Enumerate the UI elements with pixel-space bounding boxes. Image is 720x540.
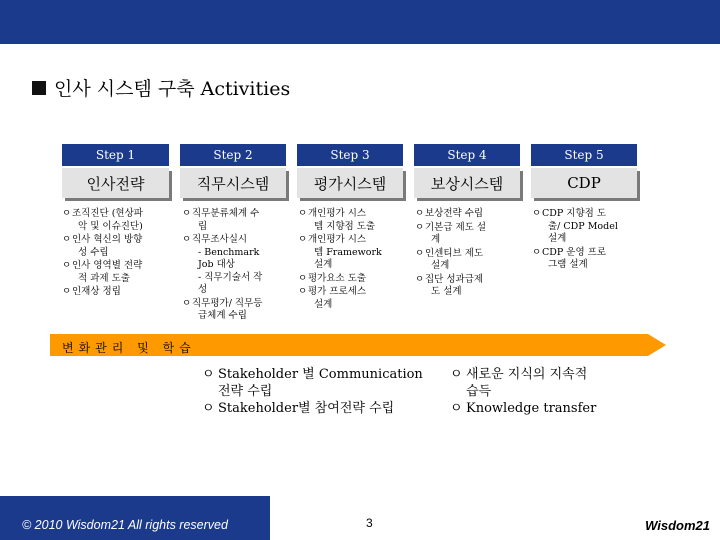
step-5-items <box>532 208 644 273</box>
circle-bullet-icon: ㅇ <box>450 401 463 416</box>
step-2-items <box>182 208 290 324</box>
step-item <box>415 208 523 221</box>
item-line: 인센티브 제도 <box>425 247 484 259</box>
step-1-box: 인사전략 <box>62 168 169 198</box>
item-line: CDP 지향점 도 <box>542 208 607 219</box>
square-bullet-icon <box>32 81 46 95</box>
step-item <box>182 234 290 297</box>
change-right-item <box>450 400 650 417</box>
item-line: 인사 영역별 전략 <box>72 260 143 271</box>
item-line: 집단 성과급제 <box>425 273 484 285</box>
step-item <box>182 298 290 323</box>
item-line: 인재상 정립 <box>72 286 121 297</box>
step-3-box: 평가시스템 <box>297 168 403 198</box>
circle-bullet-icon: ㅇ <box>62 260 72 271</box>
circle-bullet-icon: ㅇ <box>182 208 192 219</box>
item-line: 적 과제 도출 <box>78 272 130 284</box>
change-right-list <box>450 366 650 417</box>
step-item <box>298 273 406 286</box>
item-line: 설계 <box>314 298 333 310</box>
step-item <box>298 208 406 233</box>
item-line: 직무분류체계 수 <box>192 208 260 219</box>
page-title <box>32 74 290 101</box>
step-item <box>62 234 170 259</box>
item-line: CDP 운영 프로 <box>542 246 607 258</box>
step-2-header: Step 2 <box>180 144 286 166</box>
item-line: 조직진단 (현상파 <box>72 208 143 219</box>
item-line: 설계 <box>314 259 333 270</box>
item-line: 템 Framework <box>314 246 382 258</box>
change-left-item <box>202 400 452 417</box>
item-line: 립 <box>198 220 208 232</box>
circle-bullet-icon: ㅇ <box>298 272 308 284</box>
step-item <box>532 247 644 272</box>
circle-bullet-icon: ㅇ <box>62 286 72 297</box>
item-line: 보상전략 수립 <box>425 208 484 219</box>
step-4-items <box>415 208 523 300</box>
item-line: 전략 수립 <box>218 384 273 399</box>
step-1-header: Step 1 <box>62 144 169 166</box>
item-line: 설계 <box>548 233 567 244</box>
change-right-item <box>450 366 650 400</box>
item-line: 계 <box>431 234 441 245</box>
circle-bullet-icon: ㅇ <box>182 234 192 245</box>
step-item <box>62 260 170 285</box>
change-left-item <box>202 366 452 400</box>
step-4-box: 보상시스템 <box>414 168 520 198</box>
page-number: 3 <box>366 516 373 530</box>
circle-bullet-icon: ㅇ <box>415 221 425 233</box>
circle-bullet-icon: ㅇ <box>298 208 308 219</box>
circle-bullet-icon: ㅇ <box>532 246 542 258</box>
item-line: 출/ CDP Model <box>548 220 618 232</box>
step-item <box>298 234 406 272</box>
item-line: 개인평가 시스 <box>308 208 367 219</box>
copyright-text: © 2010 Wisdom21 All rights reserved <box>22 518 228 532</box>
change-management-label: 변화관리 및 학습 <box>62 341 196 355</box>
step-3-header: Step 3 <box>297 144 403 166</box>
item-line: Stakeholder 별 Communication <box>218 367 423 382</box>
step-5-box: CDP <box>531 168 637 198</box>
item-line: 평가요소 도출 <box>308 272 367 284</box>
circle-bullet-icon: ㅇ <box>62 208 72 219</box>
step-5-header: Step 5 <box>531 144 637 166</box>
item-line: 새로운 지식의 지속적 <box>466 367 588 382</box>
item-line: 기본급 제도 설 <box>425 221 487 233</box>
circle-bullet-icon: ㅇ <box>450 367 463 382</box>
step-item <box>298 286 406 311</box>
item-line: 성 수립 <box>78 246 109 258</box>
footer <box>0 496 720 540</box>
circle-bullet-icon: ㅇ <box>415 273 425 285</box>
item-line: Job 대상 <box>198 259 235 270</box>
step-3-items <box>298 208 406 312</box>
circle-bullet-icon: ㅇ <box>182 297 192 309</box>
item-line: 급체계 수립 <box>198 310 247 321</box>
item-line: Stakeholder별 참여전략 수립 <box>218 401 395 416</box>
circle-bullet-icon: ㅇ <box>532 208 542 219</box>
item-line: 그램 설계 <box>548 259 588 270</box>
step-item <box>62 286 170 299</box>
circle-bullet-icon: ㅇ <box>202 367 215 382</box>
step-1-items <box>62 208 170 300</box>
item-line: 직무조사실시 <box>192 234 248 245</box>
step-item <box>532 208 644 246</box>
item-line: 성 <box>198 284 208 295</box>
item-line: Knowledge transfer <box>466 401 597 416</box>
item-line: 템 지향점 도출 <box>314 220 376 232</box>
page-title-text: 인사 시스템 구축 Activities <box>54 78 291 100</box>
step-item <box>182 208 290 233</box>
item-line: - Benchmark <box>198 246 260 258</box>
item-line: 습득 <box>466 384 492 399</box>
brand-logo-text: Wisdom21 <box>645 518 710 533</box>
item-line: 도 설계 <box>431 286 462 297</box>
header-bar <box>0 0 720 44</box>
step-item <box>415 248 523 273</box>
footer-copyright-bar <box>0 496 270 540</box>
step-item <box>415 222 523 247</box>
step-4-header: Step 4 <box>414 144 520 166</box>
circle-bullet-icon: ㅇ <box>298 234 308 245</box>
step-item <box>415 274 523 299</box>
item-line: 악 및 이슈진단) <box>78 220 143 232</box>
circle-bullet-icon: ㅇ <box>62 234 72 245</box>
item-line: - 직무기술서 작 <box>198 271 263 283</box>
circle-bullet-icon: ㅇ <box>298 286 308 297</box>
step-2-box: 직무시스템 <box>180 168 286 198</box>
item-line: 인사 혁신의 방향 <box>72 234 143 245</box>
item-line: 직무평가/ 직무등 <box>192 297 263 309</box>
circle-bullet-icon: ㅇ <box>202 401 215 416</box>
step-item <box>62 208 170 233</box>
circle-bullet-icon: ㅇ <box>415 208 425 219</box>
change-left-list <box>202 366 452 417</box>
item-line: 개인평가 시스 <box>308 234 367 245</box>
item-line: 설계 <box>431 260 450 271</box>
item-line: 평가 프로세스 <box>308 286 367 297</box>
circle-bullet-icon: ㅇ <box>415 247 425 259</box>
